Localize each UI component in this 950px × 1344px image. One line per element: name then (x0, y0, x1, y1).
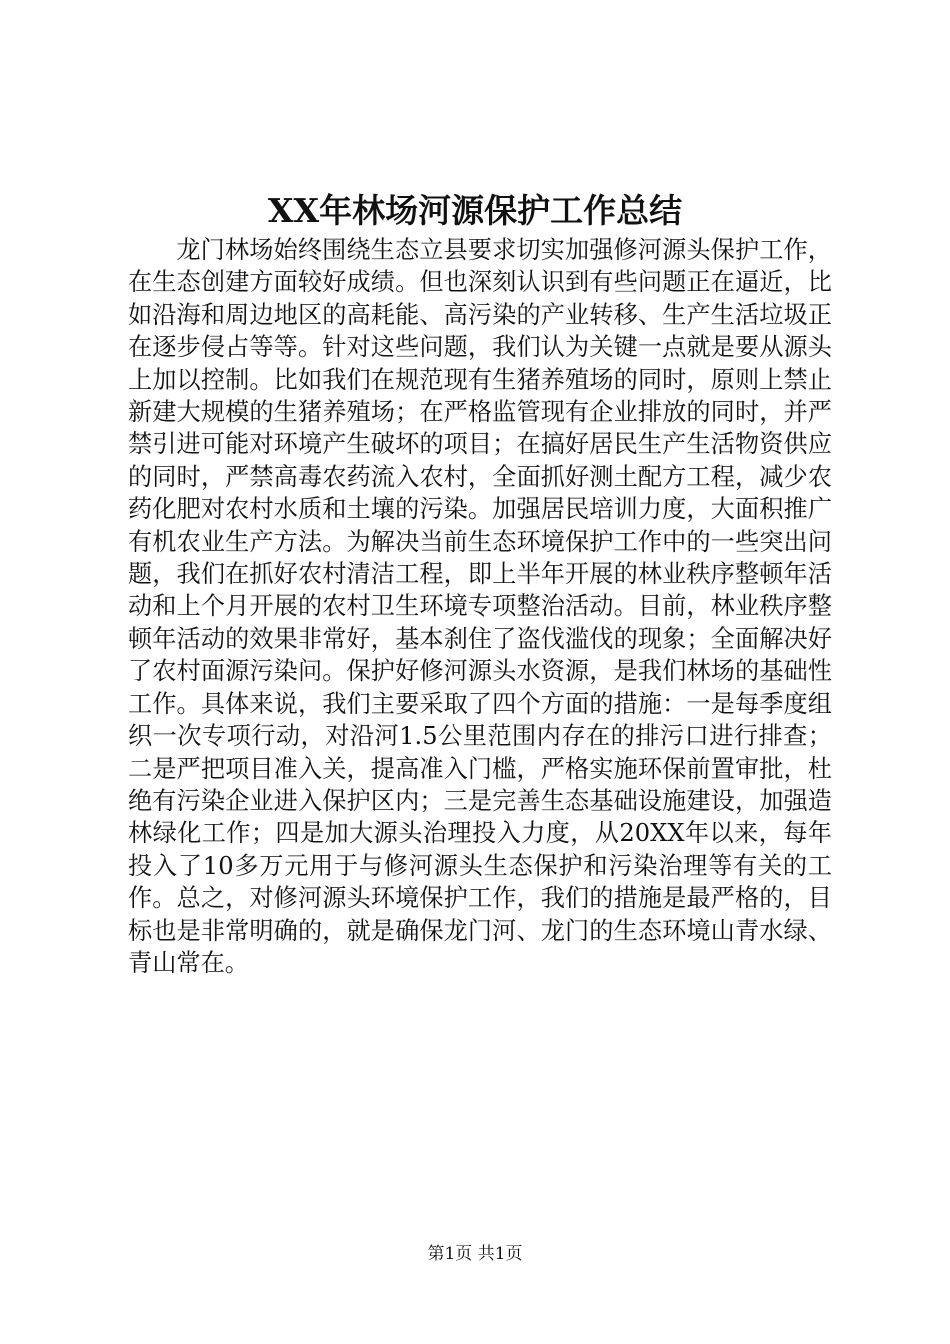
page-number-footer: 第1页 共1页 (427, 1244, 523, 1264)
document-title: XX年林场河源保护工作总结 (267, 191, 683, 230)
document-body-paragraph: 龙门林场始终围绕生态立县要求切实加强修河源头保护工作，在生态创建方面较好成绩。但也深刻认识到有些问题正在逼近，比如沿海和周边地区的高耗能、高污染的产业转移、生产生活垃圾正在逐步侵占等等。针对这些问题，我们认为关键一点就是要从源头上加以控制。比如我们在规范现有生猪养殖场的同时，原则上禁止新建大规模的生猪养殖场；在严格监管现有企业排放的同时，并严禁引进可能对环境产生破坏的项目；在搞好居民生产生活物资供应的同时，严禁高毒农药流入农村，全面抓好测土配方工程，减少农药化肥对农村水质和土壤的污染。加强居民培训力度，大面积推广有机农业生产方法。为解决当前生态环境保护工作中的一些突出问题，我们在抓好农村清洁工程，即上半年开展的林业秩序整顿年活动和上个月开展的农村卫生环境专项整治活动。目前，林业秩序整顿年活动的效果非常好，基本刹住了盗伐滥伐的现象；全面解决好了农村面源污染问。保护好修河源头水资源，是我们林场的基础性工作。具体来说，我们主要采取了四个方面的措施：一是每季度组织一次专项行动，对沿河1.5公里范围内存在的排污口进行排查；二是严把项目准入关，提高准入门槛，严格实施环保前置审批，杜绝有污染企业进入保护区内；三是完善生态基础设施建设，加强造林绿化工作；四是加大源头治理投入力度，从20XX年以来，每年投入了10多万元用于与修河源头生态保护和污染治理等有关的工作。总之，对修河源头环境保护工作，我们的措施是最严格的，目标也是非常明确的，就是确保龙门河、龙门的生态环境山青水绿、青山常在。 (128, 236, 832, 977)
